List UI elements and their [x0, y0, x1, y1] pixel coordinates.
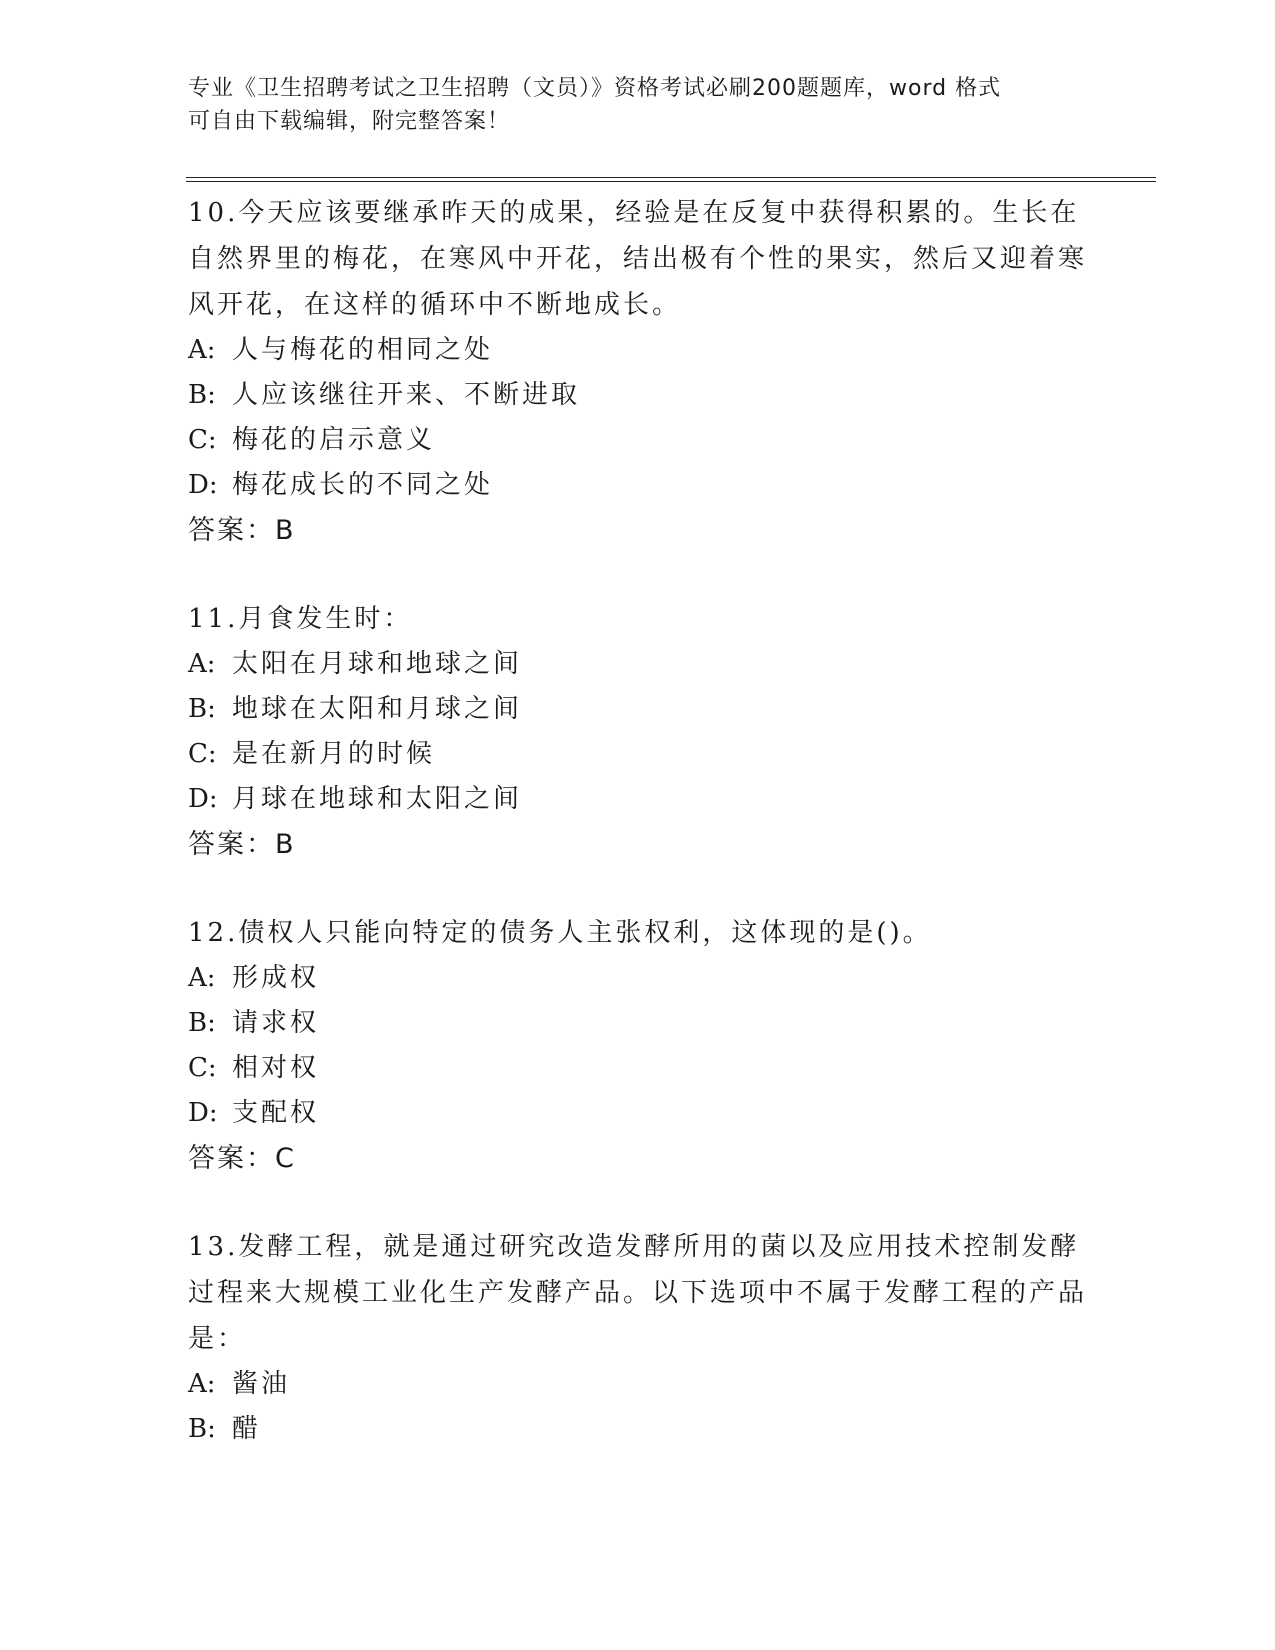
option-letter: C:: [188, 739, 217, 769]
option-b: [188, 687, 1088, 732]
question-10: [188, 190, 1088, 554]
option-text: 梅花成长的不同之处: [232, 470, 494, 500]
option-text: 太阳在月球和地球之间: [232, 649, 523, 679]
option-text: 相对权: [232, 1053, 320, 1083]
header-divider-bottom: [186, 181, 1156, 182]
answer-line: 答案：B: [188, 515, 296, 546]
option-letter: D:: [188, 470, 218, 500]
option-letter: A:: [188, 1369, 216, 1399]
option-b: [188, 1407, 1088, 1452]
option-letter: A:: [188, 963, 216, 993]
option-letter: A:: [188, 335, 216, 365]
option-text: 梅花的启示意义: [232, 425, 436, 455]
option-c: [188, 1046, 1088, 1091]
option-text: 是在新月的时候: [232, 739, 436, 769]
option-b: [188, 373, 1088, 418]
option-letter: D:: [188, 784, 218, 814]
header-line-2: 可自由下载编辑，附完整答案！: [188, 109, 511, 134]
option-c: [188, 732, 1088, 777]
option-text: 月球在地球和太阳之间: [232, 784, 523, 814]
option-letter: B:: [188, 380, 216, 410]
question-stem: 10.今天应该要继承昨天的成果，经验是在反复中获得积累的。生长在自然界里的梅花，在寒风中开花，结出极有个性的果实，然后又迎着寒风开花，在这样的循环中不断地成长。: [188, 198, 1088, 320]
option-letter: C:: [188, 1053, 217, 1083]
document-header: [188, 72, 1068, 138]
option-letter: B:: [188, 1414, 216, 1444]
option-letter: C:: [188, 425, 217, 455]
option-b: [188, 1001, 1088, 1046]
question-stem: 11.月食发生时：: [188, 604, 413, 634]
option-text: 酱油: [232, 1369, 291, 1399]
option-text: 人应该继往开来、不断进取: [232, 380, 581, 410]
option-d: [188, 463, 1088, 508]
option-text: 支配权: [232, 1098, 320, 1128]
option-d: [188, 777, 1088, 822]
option-a: [188, 328, 1088, 373]
question-stem: 13.发酵工程，就是通过研究改造发酵所用的菌以及应用技术控制发酵过程来大规模工业化生产发酵产品。以下选项中不属于发酵工程的产品是：: [188, 1232, 1088, 1354]
answer-line: 答案：C: [188, 1143, 296, 1174]
option-letter: A:: [188, 649, 216, 679]
option-text: 人与梅花的相同之处: [232, 335, 494, 365]
answer-line: 答案：B: [188, 829, 296, 860]
header-line-1: 专业《卫生招聘考试之卫生招聘（文员）》资格考试必刷200题题库，word 格式: [188, 76, 1002, 101]
question-12: [188, 910, 1088, 1182]
option-text: 醋: [232, 1414, 262, 1444]
option-a: [188, 1362, 1088, 1407]
option-letter: D:: [188, 1098, 218, 1128]
option-text: 形成权: [232, 963, 320, 993]
option-a: [188, 642, 1088, 687]
option-c: [188, 418, 1088, 463]
header-divider-top: [186, 177, 1156, 178]
option-letter: B:: [188, 694, 216, 724]
option-text: 地球在太阳和月球之间: [232, 694, 523, 724]
question-list: [188, 190, 1088, 1494]
option-letter: B:: [188, 1008, 216, 1038]
question-13: [188, 1224, 1088, 1452]
option-d: [188, 1091, 1088, 1136]
option-text: 请求权: [232, 1008, 320, 1038]
question-11: [188, 596, 1088, 868]
question-stem: 12.债权人只能向特定的债务人主张权利，这体现的是()。: [188, 918, 932, 948]
option-a: [188, 956, 1088, 1001]
